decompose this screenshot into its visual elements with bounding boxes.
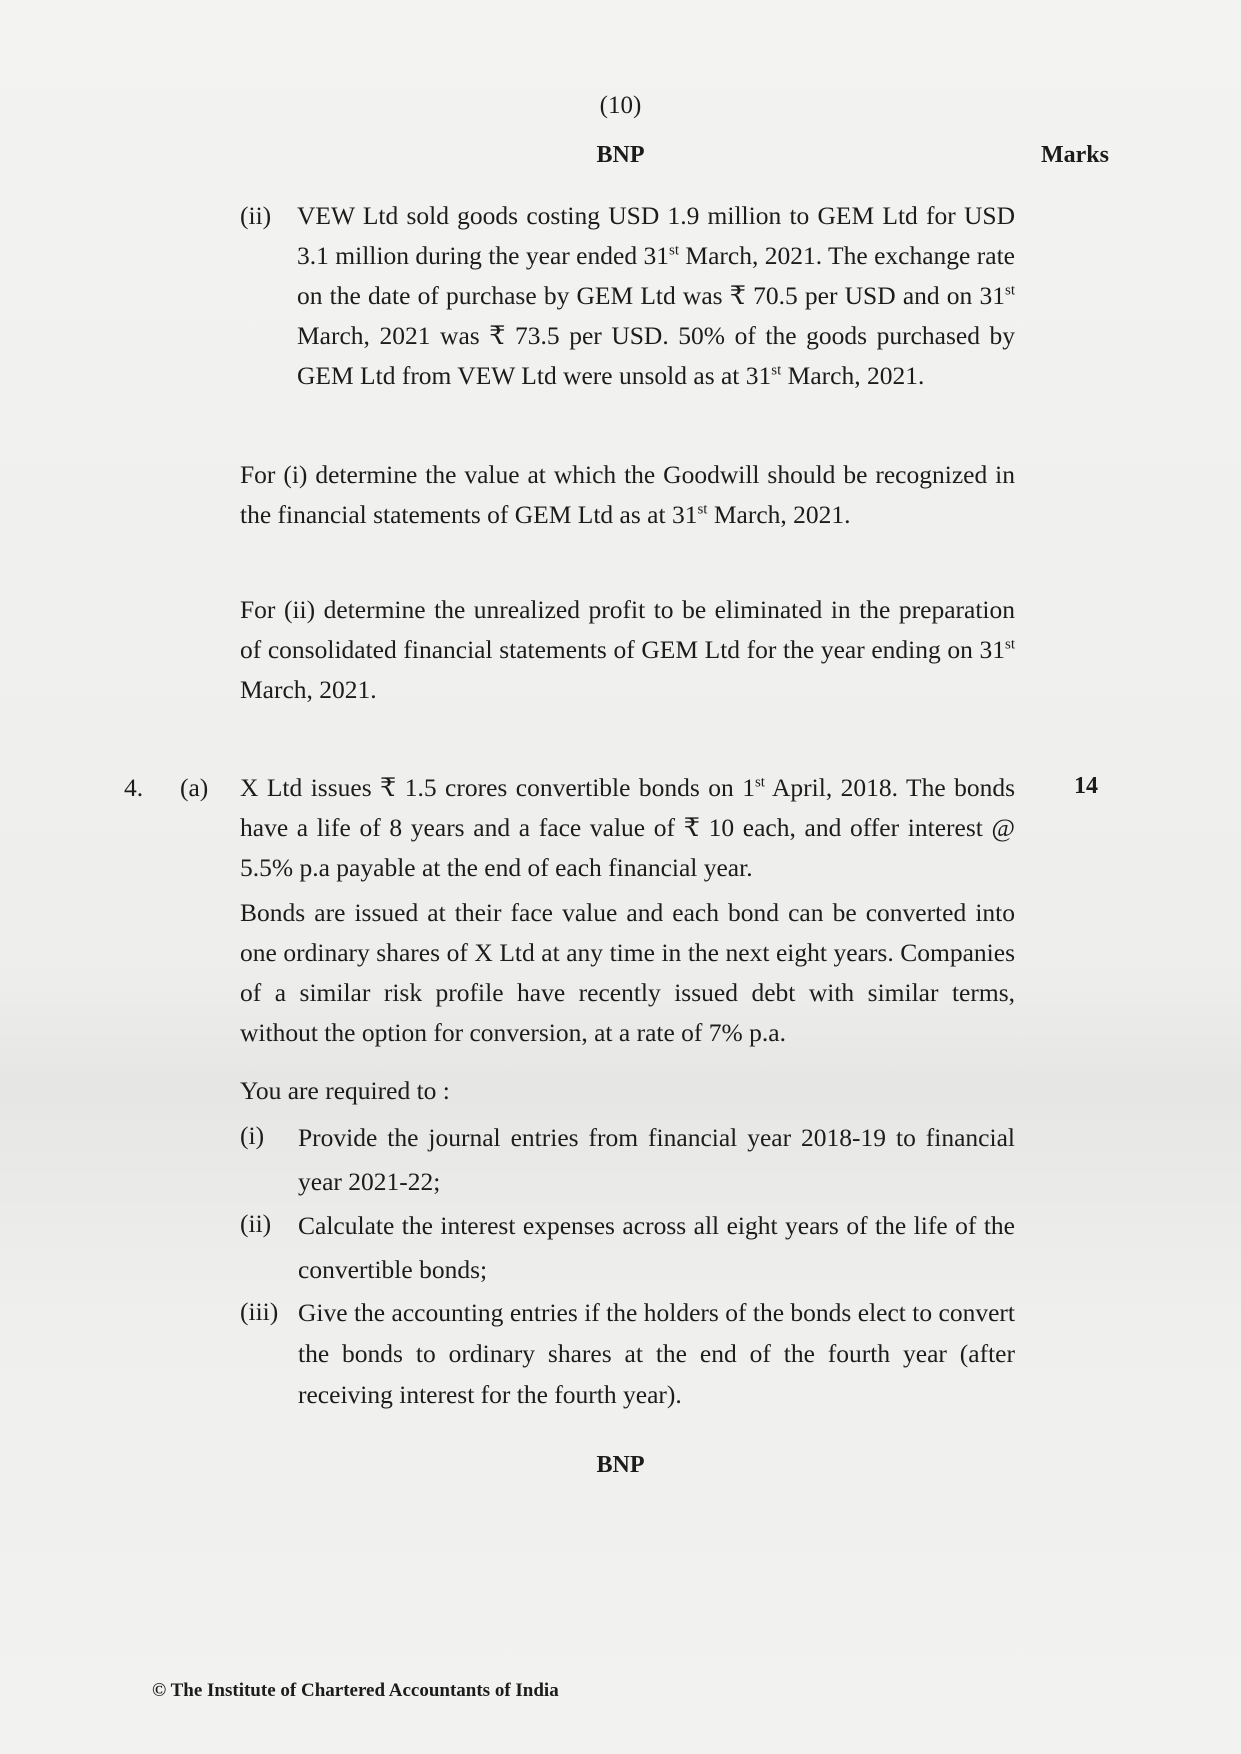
q4-required-line bbox=[240, 1071, 1015, 1111]
q4-required-text: You are required to : bbox=[240, 1076, 450, 1105]
q3-subpart-ii-text bbox=[297, 196, 1015, 396]
q4-marks: 14 bbox=[1074, 773, 1098, 799]
q4-number: 4. bbox=[124, 773, 144, 802]
q4-item-i-text: Provide the journal entries from financial year 2018-19 to financial year 2021-22; bbox=[298, 1123, 1015, 1196]
paper-code-bottom: BNP bbox=[596, 1452, 645, 1478]
q4-item-iii-text: Give the accounting entries if the holders of the bonds elect to convert the bonds to ordinary shares at the end of the fourth year (after receiving interest for the fourth year). bbox=[298, 1298, 1015, 1409]
q4-item-ii-label: (ii) bbox=[240, 1209, 272, 1238]
q3-ii-text-span: VEW Ltd sold goods costing USD 1.9 million to GEM Ltd for USD 3.1 million during the year ended 31st March, 2021. The exchange rate on the date of purchase by GEM Ltd was ₹ 70.5 per USD and on 31st March, 2021 was ₹ 73.5 per USD. 50% of the goods purchased by GEM Ltd from VEW Ltd were unsold as at 31st March, 2021. bbox=[297, 201, 1015, 390]
q3-for-ii-text: For (ii) determine the unrealized profit to be eliminated in the preparation of consolidated financial statements of GEM Ltd for the year ending on 31st March, 2021. bbox=[240, 595, 1015, 704]
q4-paragraph-2 bbox=[240, 893, 1015, 1053]
q3-subpart-ii-label: (ii) bbox=[240, 201, 272, 230]
paper-code-top: BNP bbox=[596, 142, 645, 168]
q3-for-i-text: For (i) determine the value at which the Goodwill should be recognized in the financial statements of GEM Ltd as at 31st March, 2021. bbox=[240, 460, 1015, 529]
q3-for-ii-instruction bbox=[240, 590, 1015, 710]
q4-part-a: (a) bbox=[180, 773, 209, 802]
q4-item-i-label: (i) bbox=[240, 1121, 265, 1150]
q3-for-i-instruction bbox=[240, 455, 1015, 535]
q4-item-ii-text: Calculate the interest expenses across all eight years of the life of the convertible bonds; bbox=[298, 1211, 1015, 1284]
marks-column-heading: Marks bbox=[1041, 142, 1109, 168]
q4-item-iii-label: (iii) bbox=[240, 1297, 279, 1326]
page-number: (10) bbox=[599, 92, 642, 119]
q4-p1-text: X Ltd issues ₹ 1.5 crores convertible bonds on 1st April, 2018. The bonds have a life of 8 years and a face value of ₹ 10 each, and offer interest @ 5.5% p.a payable at the end of each financial year. bbox=[240, 773, 1015, 882]
q4-p2-text: Bonds are issued at their face value and each bond can be converted into one ordinary shares of X Ltd at any time in the next eight years. Companies of a similar risk profile have recently issued debt with similar terms, without the option for conversion, at a rate of 7% p.a. bbox=[240, 898, 1015, 1047]
copyright-notice: © The Institute of Chartered Accountants of India bbox=[152, 1680, 559, 1701]
q4-paragraph-1 bbox=[240, 768, 1015, 888]
